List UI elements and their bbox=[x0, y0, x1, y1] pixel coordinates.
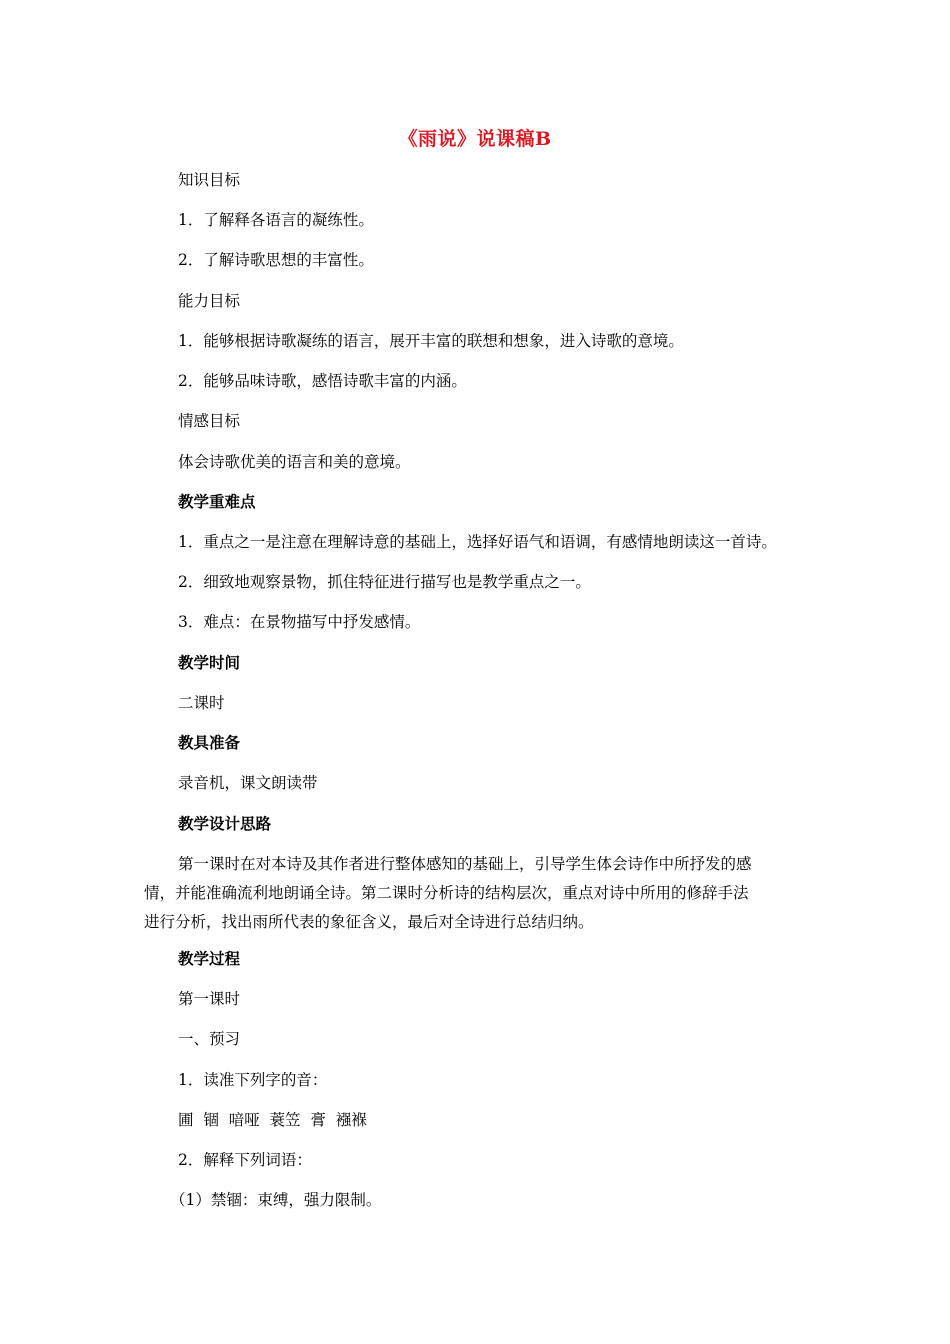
paragraph-line: 进行分析，找出雨所代表的象征含义，最后对全诗进行总结归纳。 bbox=[144, 913, 594, 931]
knowledge-goal-1: 1．了解释各语言的凝练性。 bbox=[178, 211, 374, 229]
heading-teaching-time: 教学时间 bbox=[178, 653, 241, 672]
paragraph-line: 情，并能准确流利地朗诵全诗。第二课时分析诗的结构层次，重点对诗中所用的修辞手法 bbox=[144, 884, 749, 902]
teaching-time-value: 二课时 bbox=[178, 694, 225, 712]
key-point-1: 1．重点之一是注意在理解诗意的基础上，选择好语气和语调，有感情地朗读这一首诗。 bbox=[178, 533, 777, 551]
heading-key-points: 教学重难点 bbox=[178, 492, 256, 511]
design-ideas-paragraph bbox=[144, 850, 824, 937]
ability-goal-1: 1．能够根据诗歌凝练的语言，展开丰富的联想和想象，进入诗歌的意境。 bbox=[178, 332, 684, 350]
paragraph-line: 第一课时在对本诗及其作者进行整体感知的基础上，引导学生体会诗作中所抒发的感 bbox=[178, 855, 752, 873]
heading-teaching-aids: 教具准备 bbox=[178, 733, 241, 752]
section-preview: 一、预习 bbox=[178, 1030, 241, 1048]
pronunciation-characters: 圃 锢 喑哑 蓑笠 膏 襁褓 bbox=[178, 1111, 367, 1129]
key-point-3: 3．难点：在景物描写中抒发感情。 bbox=[178, 613, 421, 631]
knowledge-goal-2: 2．了解诗歌思想的丰富性。 bbox=[178, 251, 374, 269]
vocab-definition-1: （1）禁锢：束缚，强力限制。 bbox=[170, 1191, 382, 1209]
first-lesson-label: 第一课时 bbox=[178, 990, 241, 1008]
heading-emotion-goals: 情感目标 bbox=[178, 412, 241, 430]
teaching-aids-value: 录音机，课文朗读带 bbox=[178, 774, 318, 792]
heading-teaching-process: 教学过程 bbox=[178, 949, 241, 968]
heading-design-ideas: 教学设计思路 bbox=[178, 814, 272, 833]
ability-goal-2: 2．能够品味诗歌，感悟诗歌丰富的内涵。 bbox=[178, 372, 467, 390]
heading-ability-goals: 能力目标 bbox=[178, 292, 241, 310]
preview-item-1: 1．读准下列字的音： bbox=[178, 1071, 328, 1089]
heading-knowledge-goals: 知识目标 bbox=[178, 171, 241, 189]
preview-item-2: 2．解释下列词语： bbox=[178, 1151, 312, 1169]
key-point-2: 2．细致地观察景物，抓住特征进行描写也是教学重点之一。 bbox=[178, 573, 591, 591]
emotion-goal: 体会诗歌优美的语言和美的意境。 bbox=[178, 453, 411, 471]
document-title: 《雨说》说课稿B bbox=[398, 128, 552, 150]
